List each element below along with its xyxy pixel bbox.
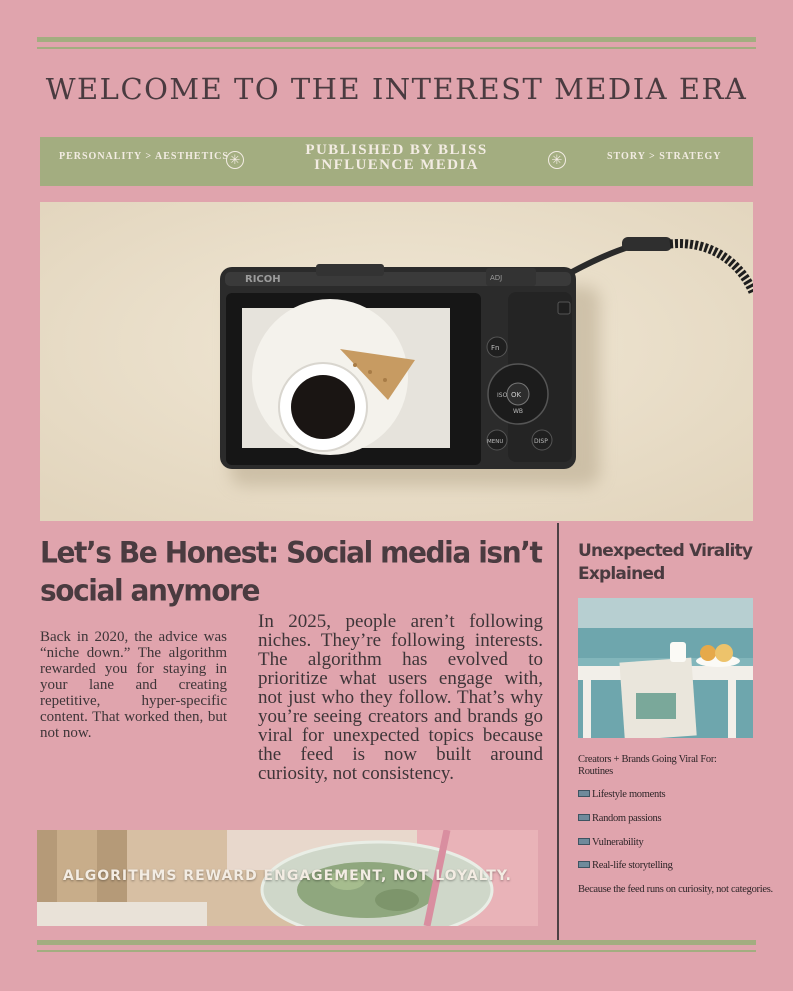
film-strip-icon bbox=[578, 790, 590, 797]
bottom-rule-thin bbox=[37, 950, 756, 952]
camera-brand-label: RICOH bbox=[245, 274, 281, 285]
adj-label: ADJ bbox=[490, 274, 503, 282]
wb-label: WB bbox=[513, 408, 524, 415]
article-middle-paragraph: In 2025, people aren’t following niches. They’re following interests. The algorithm has evolved to prioritize what users engage with, not just who they follow. That’s why you’re seeing creators and brands go viral for unexpected topics because the feed is now built around curiosity, not consistency. bbox=[258, 611, 543, 784]
beach-illustration bbox=[578, 598, 753, 738]
banner-publisher-line1: PUBLISHED BY BLISS bbox=[305, 142, 488, 158]
list-item bbox=[578, 789, 665, 800]
sidebar-title: Unexpected Virality Explained bbox=[578, 541, 753, 584]
beach-photo bbox=[578, 598, 753, 738]
banner-left-text: PERSONALITY > AESTHETICS bbox=[59, 151, 229, 162]
list-item bbox=[578, 837, 643, 848]
article-left-paragraph: Back in 2020, the advice was “niche down.” The algorithm rewarded you for staying in your lane and creating repetitive, hyper-specific content. That worked then, but not now. bbox=[40, 629, 227, 741]
disp-label: DISP bbox=[534, 438, 548, 445]
column-divider bbox=[557, 523, 559, 940]
list-item bbox=[578, 813, 661, 824]
banner-right-text: STORY > STRATEGY bbox=[607, 151, 722, 162]
list-item-label: Real-life storytelling bbox=[592, 860, 673, 871]
drink-photo bbox=[37, 830, 538, 926]
article-headline: Let’s Be Honest: Social media isn’t social anymore bbox=[40, 535, 542, 608]
film-strip-icon bbox=[578, 861, 590, 868]
film-strip-icon bbox=[578, 814, 590, 821]
iso-label: ISO bbox=[497, 392, 508, 399]
top-rule-thick bbox=[37, 37, 756, 42]
camera-illustration bbox=[40, 202, 753, 521]
asterisk-icon: ✳ bbox=[226, 151, 244, 169]
menu-label: MENU bbox=[487, 439, 504, 445]
banner-publisher-line2: INFLUENCE MEDIA bbox=[314, 157, 479, 173]
asterisk-icon: ✳ bbox=[548, 151, 566, 169]
banner-publisher bbox=[290, 143, 503, 173]
camera-photo bbox=[40, 202, 753, 521]
fn-label: Fn bbox=[491, 344, 500, 352]
page-title: WELCOME TO THE INTEREST MEDIA ERA bbox=[45, 72, 748, 106]
list-item-label: Vulnerability bbox=[592, 837, 644, 848]
list-item-label: Random passions bbox=[592, 813, 662, 824]
top-rule-thin bbox=[37, 47, 756, 49]
sidebar-closing: Because the feed runs on curiosity, not categories. bbox=[578, 884, 773, 895]
film-strip-icon bbox=[578, 838, 590, 845]
bottom-rule-thick bbox=[37, 940, 756, 945]
ok-label: OK bbox=[511, 391, 522, 399]
list-item bbox=[578, 860, 673, 871]
sidebar-intro: Creators + Brands Going Viral For: Routines bbox=[578, 754, 717, 777]
drink-photo-caption: ALGORITHMS REWARD ENGAGEMENT, NOT LOYALTY. bbox=[63, 868, 512, 884]
publisher-banner bbox=[40, 137, 753, 186]
list-item-label: Lifestyle moments bbox=[592, 789, 666, 800]
